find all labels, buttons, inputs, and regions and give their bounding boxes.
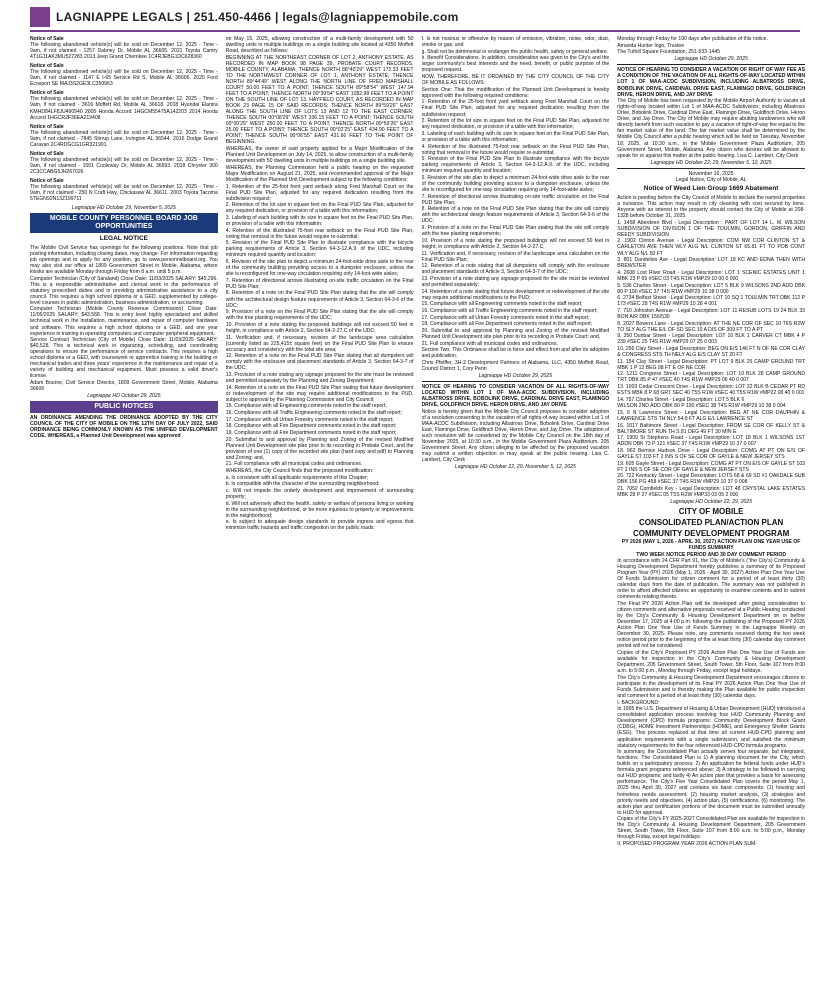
ordinance-condition: h. Benefit Considerations. In addition, consideration was given to the City's and the larger community's best interests and the need, benefit, or public purpose of the proposed request. [421, 55, 610, 74]
legal-notice-dateline: Lagniappe HD October 29, 2025 [87, 393, 161, 400]
vehicle-notice [30, 90, 218, 120]
vacation-hearing-body: Notice is hereby given that the Mobile City Council proposes to consider adoption of a resolution consenting to the vacation of all rights-of-way located within Lot 1 of MAA-ACDC Subdivision, including Albatross Drive, Bobolink Drive, Cardinal Drive East, Flamingo Drive, Goldfinch Drive, Heron Drive, and Jay Drive. The adoption of such resolution will be considered by the Mobile City Council on the 18th day of November 2025, at 10:30 a.m., in the Mobile Government Plaza Auditorium, 205 Government Street. Any citizen alleging to be affected by the proposed vacation may submit a written objection or may speak at the public hearing. Lisa C. Lambert, City Clerk [421, 408, 610, 464]
ordinance-condition: 6. Revision of the site plan to depict a minimum 24-foot-wide drive aisle to the rear of the community building providing access to a dumpster enclosure, unless the site is reconfigured for one-way circulation requiring only 14-foot-wide aisles; [421, 174, 610, 194]
divider [617, 168, 805, 169]
ordinance-condition: 16. Compliance with all Traffic Engineering comments noted in the staff report; [421, 307, 598, 314]
action-plan-subtitle: PY 2026 (MAY 1, 2026 - APRIL 30, 2027) ACTION PLAN ONE YEAR USE OF FUNDS SUMMARY [621, 538, 801, 551]
ordinance-paragraph: b. Is compatible with the character of the surrounding neighborhood; [225, 481, 380, 488]
ordinance-lead: AN ORDINANCE AMENDING THE ORDINANCE ADOPTED BY THE CITY COUNCIL OF THE CITY OF MOBILE ON THE 12TH DAY OF JULY 2022, SAID ORDINANCE BEING COMMONLY KNOWN AS THE UNIFIED DEVELOPMENT CODE. WHEREAS, a Planned Unit Development was approved [30, 415, 218, 440]
abandoned-vehicle-notices [30, 36, 218, 202]
action-plan-paragraph: Copies of the City's FY 2025-2027 Consolidated Plan are available for inspection in the City's Community & Housing Development Department, 205 Government Street, South Tower, 5th Floor, Suite 107 from 8:00 a.m. to 5:00 p.m., Monday through Friday, except legal holidays. [617, 816, 805, 841]
ordinance-paragraph: d. Will not adversely affect the health, safety or welfare of persons living or working in the surrounding neighborhood, or be more injurious to property or improvements in the neighborhood; [225, 500, 414, 519]
notice-body: The following abandoned vehicle(s) will be sold on December 12, 2025 - Time - 9am, if not claimed - 250 N Craft Hwy, Chickasaw AL 36611. 2003 Toyota Tacoma 5TEGN92N13Z199711 [30, 184, 218, 203]
column-2 [226, 36, 414, 1004]
ordinance-condition: 17. Compliance with all Urban Forestry comments noted in the staff report; [421, 314, 590, 321]
vacation-fee-body: The City of Mobile has been requested by the Mobile Airport Authority to vacate all rights-of-way located within Lot 1 of MAA-ACDC Subdivision; including Albatross Drive, Bobolink Drive, Cardinal Drive East, Flamingo Drive, Goldfinch Drive, Heron Drive, and Jay Drive. The City of Mobile may require abutting landowners who will directly benefit from such vacation to pay a vacation of right-of-way fee equal to the fair market value of the land. The fair market value shall be determined by the Mobile City Council after a public hearing which will be held on Tuesday, November 18, 2025, at 10:30 a.m., in the Mobile Government Plaza Auditorium, 205 Government Street, Mobile, Alabama. Any citizen who desires will be allowed to speak for or against this matter at the public hearing. Lisa C. Lambert, City Clerk [617, 98, 805, 159]
notice-title: Notice of Sale [30, 177, 64, 184]
ordinance-paragraph: 14. Retention of a note on the Final PUD Site Plan stating that future development or redevelopment of the site may require additional modifications to the PUD, subject to approval by the Planning Commission and City Council; [225, 384, 414, 403]
weed-notice-body: Action is pending before the City Council of Mobile to declare the named properties a nuisance. This action may result in city cleaning with cost secured by liens. Anyone with an interest in the property should contact the City of Mobile at 208-1328 before October 31, 2025. [617, 194, 805, 220]
ordinance-paragraph: 17. Compliance with all Urban Forestry comments noted in the staff report; [225, 416, 394, 423]
tax-dateline: Lagniappe HD October 29, 2025 [674, 56, 748, 63]
ordinance-paragraph: 15. Compliance with all Engineering comments noted in the staff report; [225, 403, 387, 410]
ordinance-paragraph: on May 15, 2025, allowing construction of a multi-family development with 50 dwelling units in multiple buildings on a single building site located at 4350 Moffett Road, described as follows: [225, 36, 414, 55]
ordinance-paragraph: BEGINNING AT THE NORTHEAST CORNER OF LOT 2, ANTHONY ESTATE, AS RECORDED IN MAP BOOK 98 PAGE 39, PROBATE COURT RECORDS, MOBILE COUNTY, ALABAMA; THENCE NORTH 88°40'29" WEST 172.33 FEET TO THE NORTHWEST CORNER OF LOT 1, ANTHONY ESTATE; THENCE NORTH 89°44'49" WEST ALONG THE NORTH LINE OF FRED MARSHALL COURT 50.00 FEET TO A POINT; THENCE SOUTH 89°58'54" WEST 147.94 FEET TO A POINT; THENCE NORTH 00°39'54" EAST 1082.98 FEET TO A POINT ON THE SOUTH LINE OF LOT 13, HAYFIELD COURT, AS RECORDED IN MAP BOOK 23 PAGE 15 OF SAID RECORDS; THENCE NORTH 89°59'26" EAST ALONG THE SOUTH LINE OF LOTS 13 AND 12 TO THE EAST CORNER; THENCE SOUTH 00°08'29" WEST 336.15 FEET TO A POINT; THENCE SOUTH 00°00'29" WEST 250.00 FEET TO A POINT; THENCE NORTH 89°59'26" EAST 25.00 FEET TO A POINT; THENCE SOUTH 00°02'25" EAST 434.90 FEET TO A POINT; THENCE SOUTH 00°06'55" EAST 431.66 FEET TO THE POINT OF BEGINNING. [225, 54, 414, 146]
ordinance-condition: 13. Provision of a note stating any signage proposed for the site must be reviewed and permitted separately; [421, 275, 610, 288]
weed-property-item: 11. 154 Clay Street - Legal Description: PT LOT 9 BLK 25 CAMP GROUND TRT MBK 1 P 12 BEG 98 FT E OF NE COR [617, 358, 805, 371]
job-paragraph: Computer Technician (Mobile County Revenue Commission) Close Date: 11/05/2025 SALARY: $43,568. This is entry level highly specialized and skilled technical work in the installation, maintenance, and repair of computer hardware and software. This requires a high school diploma or a GED, and one year experience in training in operating computers and computer peripheral equipment. [30, 306, 218, 337]
ordinance-paragraph: 3. Labeling of each building with its size in square feet on the Final PUD Site Plan, or provision of a table with this information; [225, 214, 414, 227]
masthead-title: LAGNIAPPE LEGALS | 251.450-4466 | legals@lagniappemobile.com [56, 10, 459, 24]
weed-property-item: 7. 710 Johnston Avenue - Legal Description: LOT 11 RESUB LOTS 19 24 BLK 33 BON AIR DBK 156/530 [617, 307, 805, 320]
notice-body: The following abandoned vehicle(s) will be sold on December 12, 2025 - Time - 9am, if not claimed - 1257 Dabney Dr, Mobile AL 36605. 2021 Toyota Camry 4T1G11AK3MU527283 2013 Jeep Grand Cherokee 1C4RJEBG1DC628360 [30, 42, 218, 61]
ordinance-paragraph: 1. Retention of the 25-foot front yard setback along Fred Marshall Court on the Final PUD Site Plan, adjusted for any required dedication resulting from the subdivision request; [225, 183, 414, 202]
ordinance-condition: 3. Labeling of each building with its size in square feet on the Final PUD Site Plan, or provision of a table with this information; [421, 130, 610, 143]
action-plan-paragraph: In accordance with 24 CFR Part 91, the City of Mobile's ("the City's) Community & Housing Development Department hereby publishes a summary of its Proposed Program Year (PY) 2026 (May 1, 2026 - April 30, 2027) Action Plan One Year Use Of Funds Submission for citizen comment for a period of at least thirty (30) calendar days from the date of publication. The summary was not published in order to afford affected citizens an opportunity to examine contents and to submit comments relating thereto. [617, 558, 805, 601]
ordinance-condition: 4. Retention of the illustrated 75-foot rear setback on the Final PUD Site Plan, noting that removal in the future would require re-submittal; [421, 143, 610, 156]
ordinance-paragraph: 21. Full compliance with all municipal codes and ordinances. [225, 461, 363, 468]
tax-paragraph: The Tuthill Square Foundation, 251-533-1445 [617, 49, 721, 56]
action-plan-paragraph: Copies of the City's Proposed PY 2026 Action Plan One Year Use of Funds are available for inspection in the City's Community & Housing Development Department, 205 Government Street, South Tower, 5th Floor, Suite 107 from 8:00 a.m. to 5:00 p.m., Monday through Friday, except legal holidays. [617, 650, 805, 675]
weed-notice-date: November 16, 2025 [688, 170, 734, 177]
column-1 [30, 36, 218, 1004]
personnel-board-banner: MOBILE COUNTY PERSONNEL BOARD JOB OPPORTUNITIES [30, 213, 218, 233]
action-plan-heading: CITY OF MOBILE [678, 507, 744, 517]
ordinance-condition: Chris Pfeiffer, 3H-2 Development Partners of Alabama, LLC, 4350 Moffett Road, Council District 1, Cory Penn [421, 359, 610, 372]
ordinance-condition: Section Two. This Ordinance shall be in force and effect from and after its adoption and publication. [421, 347, 610, 360]
ordinance-paragraph: WHEREAS, the owner of said property applied for a Major Modification of the Planned Unit Development on July 14, 2025, to allow construction of a multi-family development with 50 dwelling units in multiple buildings on a single building site. [225, 146, 414, 165]
column-4 [617, 36, 805, 1004]
job-paragraph: The Mobile Civil Service has openings for the following positions. Note that job posting information, including closing dates, may change. For information regarding job openings and to apply for any position, go to www.personnelboard.org. You may also visit our office at 1809 Government Street in Mobile, Alabama, where kiosks are available Monday through Friday from 8 a.m. until 5 p.m. [30, 244, 218, 275]
ordinance-paragraph: 11. Verification and, if necessary, revision of the landscape area calculation (currently listed as 225,415± square feet) on the Final PUD Site Plan to ensure accuracy and consistency with the total site area; [225, 334, 414, 353]
tax-paragraph: Amanda Hunter Ingo, Trustee [617, 42, 685, 49]
weed-lien-properties-cont [617, 403, 805, 498]
public-notices-banner: PUBLIC NOTICES [30, 401, 218, 413]
ordinance-condition: 14. Retention of a note stating that future development or redevelopment of the site may require additional modifications to the PUD; [421, 288, 610, 301]
action-plan-body [617, 558, 805, 847]
job-paragraph: Adam Bourne, Civil Service Director, 1809 Government Street, Mobile, Alabama 36606 [30, 380, 218, 393]
weed-property-item: WILSON 2ND ADD DBK 80 P 190 #SEC 38 T4S R1W #MP29 10 38 0 004 [617, 403, 786, 410]
masthead-rule [30, 30, 800, 32]
ordinance-paragraph: 5. Revision of the Final PUD Site Plan to illustrate compliance with the bicycle parking requirements of Article 3, Section 64-3-12.A.9. of the UDC, including minimum required quantity and location; [225, 240, 414, 259]
ordinance-paragraph: 18. Compliance with all Fire Department comments noted in the staff report; [225, 423, 397, 430]
ordinance-condition: 5. Revision of the Final PUD Site Plan to illustrate compliance with the bicycle parking requirements of Article 3, Section 64-3-12.A.9. of the UDC, including minimum required quantity and location; [421, 156, 610, 175]
weed-notice-heading: Notice of Weed Lien Group 1669 Abatement [643, 185, 779, 193]
ordinance-condition: g. Shall not be detrimental or endanger the public health, safety or general welfare. [421, 48, 609, 55]
ordinance-conditions [422, 36, 610, 372]
ordinance-condition: 9. Provision of a note on the Final PUD Site Plan stating that the site will comply with the tree planting requirements; [421, 225, 610, 238]
ordinance-condition: 18. Compliance with all Fire Department comments noted in the staff report; [421, 321, 593, 328]
divider [422, 381, 610, 382]
tax-paragraph: Monday through Friday for 190 days after publication of this notice. [617, 36, 768, 42]
ordinance-condition: 8. Retention of a note on the Final PUD Site Plan stating that the site will comply with the architectural design feature requirements of Article 3, Section 64-3-6 of the UDC; [421, 206, 610, 225]
action-plan-paragraph: II. PROPOSED PROGRAM YEAR 2026 ACTION PLAN SUM- [617, 841, 757, 848]
notice-title: Notice of Sale [30, 63, 64, 70]
notice-body: The following abandoned vehicle(s) will be sold on December 12, 2025 - Time - 9am, if not claimed - 3616 Moffett Rd, Mobile AL 36618. 2018 Hyundai Elantra KMHD84LF8JU490940 2005 Honda Accord 1HGCM55475A142203 2014 Honda Accord 1HGCR2F36EA219408 [30, 96, 218, 121]
masthead-logo-square [30, 7, 50, 27]
notice-title: Notice of Sale [30, 90, 64, 97]
ordinance-condition: 2. Retention of the lot size in square feet on the Final PUD Site Plan, adjusted for any required dedication, or provision of a table with this information; [421, 118, 610, 131]
weed-property-item: 21. 7052 Cornfields Key - Legal Description: LOT 48 CRYSTAL LAKE ESTATES MBK 28 P 27 #SEC 05 T5S R2W #MP33 03 05 2 000 [617, 486, 805, 499]
ordinance-paragraph: 8. Retention of a note on the Final PUD Site Plan stating that the site will comply with the architectural design feature requirements of Article 3, Section 64-3-6 of the UDC; [225, 290, 414, 309]
weed-property-item: 6. 2734 Belfast Street - Legal Description: LOT 10 SQ 1 TOULMIN TRT DBK 112 P 173 #SEC 28 T4S R1W #MP29 10 28 4 001 [617, 295, 805, 308]
action-plan-paragraph: In 1995 the U.S. Department of Housing & Urban Development (HUD) introduced a consolidated application process involving four HUD Community Planning and Development (CPD) formula programs: Community Development Block Grant (CDBG), HOME Investment Partnerships (HOME), and Emergency Shelter Grants (ESG). This process replaced at that time all current HUD-CPD planning and application requirements with a single submission, and satisfied the minimum statutory requirements for the four referenced HUD-CPD formula programs. [617, 706, 805, 749]
notice-body: The following abandoned vehicle(s) will be sold on December 12, 2025 - Time - 9am, if not claimed - 1147 E I-65 Service Rd S. Mobile AL 36606. 2020 Ford Ecosport SE MAJ3S2GE3LC350963 [30, 69, 218, 88]
ordinance-paragraph: 19. Compliance with all Fire Department comments noted in the staff report; [225, 430, 397, 437]
ordinance-paragraph: 4. Retention of the illustrated 75-foot rear setback on the Final PUD Site Plan, noting that removal in the future would require re-submittal; [225, 227, 414, 240]
notice-body: The following abandoned vehicle(s) will be sold on December 12, 2025 - Time - 9am, if not claimed - 1501 Cooleway Dr, Mobile AL 36693. 2018 Chrysler 300 2C3CCABG5JH267026 [30, 156, 218, 175]
notice-body: The following abandoned vehicle(s) will be sold on December 12, 2025 - Time - 9am, if not claimed - 7845 Stirrup Lane, Irvington AL 36544. 2016 Dodge Grand Caravan 2C4RDGCG1GR321901 [30, 129, 218, 148]
ordinance-body [226, 36, 414, 532]
weed-lien-properties [617, 220, 805, 403]
legal-notice-heading: LEGAL NOTICE [99, 235, 149, 243]
weed-property-item: 3. 801 Dandelion Ave - Legal Description: LOT 18 KC AND EDNA THEN WITH BREWSTER [617, 257, 805, 270]
action-plan-heading: CONSOLIDATED PLAN/ACTION PLAN [638, 518, 784, 528]
ordinance-condition: f. Is not noxious or offensive by reason of emission, vibration, noise, odor, dust, smoke or gas; and [421, 36, 610, 49]
weed-property-item: 1. 1458 Aberdeen Blvd - Legal Description : PART OF LOT 14 L. M. WILSON SUBDIVISION OF DIVISION 1 OF THE TOULMIN, GORDON, GRIFFIN AND REEDY SUBDIVISION [617, 219, 805, 238]
vehicle-notice [30, 36, 218, 60]
ordinance-paragraph: 7. Retention of directional arrows illustrating on-site traffic circulation on the Final PUD Site Plan; [225, 277, 414, 290]
tax-exemption-notice [617, 36, 805, 55]
vehicle-notice [30, 178, 218, 202]
ordinance-condition: 15. Compliance with all Engineering comments noted in the staff report; [421, 301, 583, 308]
ordinance-paragraph: a. Is consistent with all applicable requirements of this Chapter; [225, 474, 369, 481]
legals-columns [30, 36, 805, 1004]
masthead [0, 0, 819, 34]
job-paragraph: Service Contract Technician (City of Mobile) Close Date: 11/03/2025 SALARY: $40,528. This is technical work in organizing, scheduling, and coordinating operations to ensure the performance of service contracts. This requires a high school diploma or a GED, with coursework or apprentice training in the building or mechanical trades and three years' experience in the maintenance and repair of a variety of building and mechanical equipment. Must possess a valid driver's license. [30, 337, 218, 380]
ordinance-paragraph: WHEREAS, the Planning Commission held a public hearing on the requested Major Modification on August 21, 2025, and recommended approval of the Major Modification of the Planned Unit Development subject to the following conditions: [225, 164, 414, 183]
ordinance-paragraph: 6. Revision of the site plan to depict a minimum 24-foot-wide drive aisle to the rear of the community building providing access to a dumpster enclosure, unless the site is reconfigured for one-way circulation requiring only 14-foot-wide aisles; [225, 259, 414, 278]
vacation-fee-dateline: Lagniappe HD October 22, 29, November 5, 12, 2025 [650, 159, 772, 166]
weed-property-item: 12. 1211 Congress Street - Legal Description: LOT 10 BLK 28 CAMP GROUND TRT DBK 85 P 47 #SEC 40 T4S R1W #MP29 06 40 0 007 [617, 371, 805, 384]
ordinance-dateline: Lagniappe HD October 29, 2025 [478, 372, 553, 379]
vehicle-notice [30, 63, 218, 87]
ordinance-condition: 10. Provision of a note stating the proposed buildings will not exceed 50 feet in height, in compliance with Article 2, Section 64-2-27.C; [421, 237, 610, 250]
ordinance-paragraph: e. Is subject to adequate design standards to provide ingress and egress that minimize traffic hazards and traffic congestion on the public roads; [225, 519, 414, 532]
weed-property-item: 14. 757 Charles Street - Legal Description: LOT 5 BLK 6 [617, 396, 745, 403]
ordinance-paragraph: 2. Retention of the lot size in square feet on the Final PUD Site Plan, adjusted for any required dedication, or provision of a table with this information; [225, 202, 414, 215]
ordinance-condition: 11. Verification and, if necessary, revision of the landscape area calculation on the Final PUD Site Plan; [421, 250, 610, 263]
ordinance-paragraph: 10. Provision of a note stating the proposed buildings will not exceed 50 feet in height, in compliance with Article 2, Section 64-2-27.C of the UDC; [225, 321, 414, 334]
weed-property-item: 4. 2608 Lost River Road - Legal Description: LOT 1 SCENIC ESTATES UNIT 1 MBK 23 P 65 #SEC 03 T4S R1W #MP29 10 00 0 000 [617, 269, 805, 282]
action-plan-heading: COMMUNITY DEVELOPMENT PROGRAM [632, 529, 790, 539]
ordinance-paragraph: 12. Retention of a note on the Final PUD Site Plan stating that all dumpsters will comply with the enclosure and placement standards of Article 3, Section 64-3-7 of the UDC; [225, 353, 414, 372]
weed-property-item: 5. 536 Charles Street - Legal Description: LOT 5 BLK 9 WILSONS 2ND ADD DBK 80 P 190 #SEC 37 T4S R1W #MP29 10 38 0 000 [617, 282, 805, 295]
ordinance-condition: Section One: That the modification of the Planned Unit Development is hereby approved with the following required conditions: [421, 86, 610, 99]
weed-property-item: 18. 962 Bernice Hudson Drive - Legal Description: COMG AT PT ON E/S OF GAYLE ST 103 FT 2 INS S OF SE COR OF GAYLE & NEW JERSEY STS [617, 448, 805, 461]
notice-title: Notice of Sale [30, 150, 64, 157]
ordinance-condition: 20. Submittal to and approval by Planning and Zoning of the revised Modified Planned Unit Development site plan prior to its recording in Probate Court; and, [421, 327, 610, 340]
vacation-hearing-dateline: Lagniappe HD October 22, 29, November 5, 12, 2025 [454, 464, 576, 471]
action-plan-paragraph: The City's Community & Housing Development Department encourages citizens to participate in the development of its Final PY 2026 Action Plan One Year Use of Funds Submission and is thereby making the Plan available for public inspection and comment for a period of at least thirty (30) calendar days. [617, 674, 805, 699]
ordinance-paragraph: 13. Provision of a note stating any signage proposed for the site must be reviewed and permitted separately by the Planning and Zoning Department; [225, 372, 414, 385]
weed-property-item: 15. 6 N Lawrence Street - Legal Description: BEG AT NE COR DAUPHIN & LAWRENCE STS TH NLY 54.9 FT ALG E/L LAWRENCE ST [617, 410, 805, 423]
vehicle-notice [30, 151, 218, 175]
action-plan-paragraph: The Final PY 2026 Action Plan will be developed after giving consideration to citizen comments and alternative proposals received at a Public Hearing conducted by the City's Community & Housing Development Department on or before December 17, 2025 at 4:00 p.m. following the publishing of the Proposed PY 2026 Action Plan One Year Use of Funds Summary in the Lagniappe Weekly on December 30, 2025. Please note, any comments received during the two week notice period prior to the beginning of the at least thirty (30) calendar day comment period will not be considered. [617, 601, 805, 650]
vehicles-dateline: Lagniappe HD October 29, November 5, 2025 [71, 205, 176, 212]
job-opportunities-body [30, 245, 218, 393]
action-plan-paragraph: I. BACKGROUND: [617, 699, 660, 706]
ordinance-paragraph: 9. Provision of a note on the Final PUD Site Plan stating that the site will comply with the tree planting requirements of the UDC; [225, 309, 414, 322]
ordinance-paragraph: WHEREAS, the City Council finds that the proposed modification: [225, 468, 374, 475]
weed-property-item: 20. 722 Kentucky Street - Legal Description: LOTS 68 & 69 SD #1 OAKDALE SUB DBK 156 PG 458 #SEC 37 T4S R1W #MP29 10 37 0 008 [617, 473, 805, 486]
divider [617, 64, 805, 65]
weed-property-item: 9. 350 Dunbar Street - Legal Description: LOT 10 BLK 1 CARVER CT MBK 4 P 239 #SEC 25 T4S R1W #MP29 07 25 0 003 [617, 333, 805, 346]
weed-property-item: 8. 2027 Bowers Lane - Legal Description: AT THE NE COR OF SEC 10 T6S R2W TO SLY ALG THE E/L OF SD SEC 10 A DIS OF 309 FT TO A PT [617, 320, 805, 333]
weed-property-item: 10. 256 Clay Street - Legal Description: BEG ON E/S 146 FT N OF NE COR CLAY & CONGRESS STS TH NELY ALG E/S CLAY ST 20 FT [617, 345, 805, 359]
ordinance-condition: 1. Retention of the 25-foot front yard setback along Fred Marshall Court on the Final PUD Site Plan, adjusted for any required dedication resulting from the subdivision request; [421, 99, 610, 118]
weed-property-item: 13. 1003 Cedar Crescent Drive - Legal Description: LOT 22 BLK B CEDAR PT RD ESTS MBK 8 P 68 GRT SEC 40 T5S R1W #SEC 40 T5S R1W #MP22 08 40 0 001 [617, 384, 805, 397]
action-plan-subtitle-2: TWO WEEK NOTICE PERIOD AND 30 DAY COMMENT PERIOD [636, 551, 787, 558]
notice-title: Notice of Sale [30, 123, 64, 130]
column-3 [422, 36, 610, 1004]
weed-property-item: 17. 1909 St Stephens Road - Legal Description: LOT 18 BLK 1 WILSONS 1ST ADDN DBK 73 P 121 #SEC 37 T4S R1W #MP29 10 37 0 007 [617, 435, 805, 448]
weed-notice-subtitle: Legal Notice, City of Mobile, AL [675, 177, 747, 184]
weed-property-item: 19. 605 Gayle Street - Legal Description: COMG AT PT ON E/S OF GAYLE ST 103 FT 2 INS S OF SE COR OF GAYLE & NEW JERSEY STS [617, 460, 805, 473]
ordinance-condition: 21. Full compliance with all municipal codes and ordinances. [421, 340, 558, 347]
weed-property-item: 16. 1017 Baltimore Street - Legal Description: FROM SE COR OF KELLY ST & BALTIMORE ST RUN TH S 81 DEG 49 FT 30 MIN E [617, 422, 805, 435]
vacation-fee-heading: NOTICE OF HEARING TO CONSIDER A VACATION OF RIGHT OF WAY FEE AS A CONDITION OF THE VACATION OF ALL RIGHTS-OF-WAY LOCATED WITHIN LOT 1 OF MAA-ACDC SUBDIVISION, INCLUDING ALBATROSS DRIVE, BOBOLINK DRIVE, CARDINAL DRIVE EAST, FLAMINGO DRIVE, GOLDFINCH DRIVE, HERON DRIVE, AND JAY DRIVE [617, 67, 805, 98]
job-paragraph: Computer Technician (City of Saraland) Close Date: 11/03/2025 SALARY: $45,296. This is a responsible administrative and clerical work in the performance of statutory prescribed duties and in providing administrative assistance to a city council. This requires a high school diploma or a GED, supplemented by college-level courses in public administration, business administration, or accounting. [30, 275, 218, 306]
action-plan-paragraph: In summary, the Consolidated Plan actually serves four separate, but integrated, functions. The Consolidated Plan is 1) A planning document for the City, which builds on a participatory process; 2) An application for federal funds under HUD's formula grant programs referenced above; 3) A strategy to be followed in carrying out HUD programs; and lastly 4) An action plan that provides a basis for assessing performance. The City's Five Year Consolidated Plan covers the period May 1, 2025 thru April 30, 2027 and contains six basic components: (1) housing and homeless needs assessment, (2) housing market analysis, (3) strategies and priority needs and objectives, (4) action plan, (5) certifications, (6) monitoring. The action plan and certification portions of the document must be submitted annually to HUD for approval. [617, 749, 805, 816]
vacation-hearing-heading: NOTICE OF HEARING TO CONSIDER VACATION OF ALL RIGHTS-OF-WAY LOCATED WITHIN LOT 1 OF MAA-ACDC SUBDIVISION, INCLUDING ALBATROSS DRIVE, BOBOLINK DRIVE, CARDINAL DRIVE EAST, FLAMINGO DRIVE, GOLDFINCH DRIVE, HERON DRIVE, AND JAY DRIVE [421, 383, 610, 409]
ordinance-condition: 7. Retention of directional arrows illustrating on-site traffic circulation on the Final PUD Site Plan; [421, 193, 610, 206]
action-plan-headings [617, 507, 805, 538]
ordinance-condition: 12. Retention of a note stating that all dumpsters will comply with the enclosure and placement standards of Article 3, Section 64-3-7 of the UDC; [421, 263, 610, 276]
ordinance-paragraph: 20. Submittal to and approval by Planning and Zoning of the revised Modified Planned Unit Development site plan prior to its recording in Probate Court, and the provision of one (1) copy of the recorded site plan (hard copy and pdf) to Planning and Zoning; and, [225, 436, 414, 461]
ordinance-condition: NOW, THEREFORE, BE IT ORDAINED BY THE CITY COUNCIL OF THE CITY OF MOBILE AS FOLLOWS: [421, 74, 610, 87]
vehicle-notice [30, 124, 218, 148]
ordinance-paragraph: c. Will not impede the orderly development and improvement of surrounding property; [225, 488, 414, 501]
weed-notice-dateline: Lagniappe HD October 22, 29, 2025 [670, 499, 753, 506]
ordinance-paragraph: 16. Compliance with all Traffic Engineering comments noted in the staff report; [225, 410, 402, 417]
weed-property-item: 2. 1902 Clinton Avenue - Legal Description: COM NW COR CLINTON ST & CARLETON AVE THEN WLY ALG N/L CLINTON ST 65.81 FT TO POB CONT WLY ALG N/L 50 FT [617, 238, 805, 257]
notice-title: Notice of Sale [30, 36, 64, 42]
